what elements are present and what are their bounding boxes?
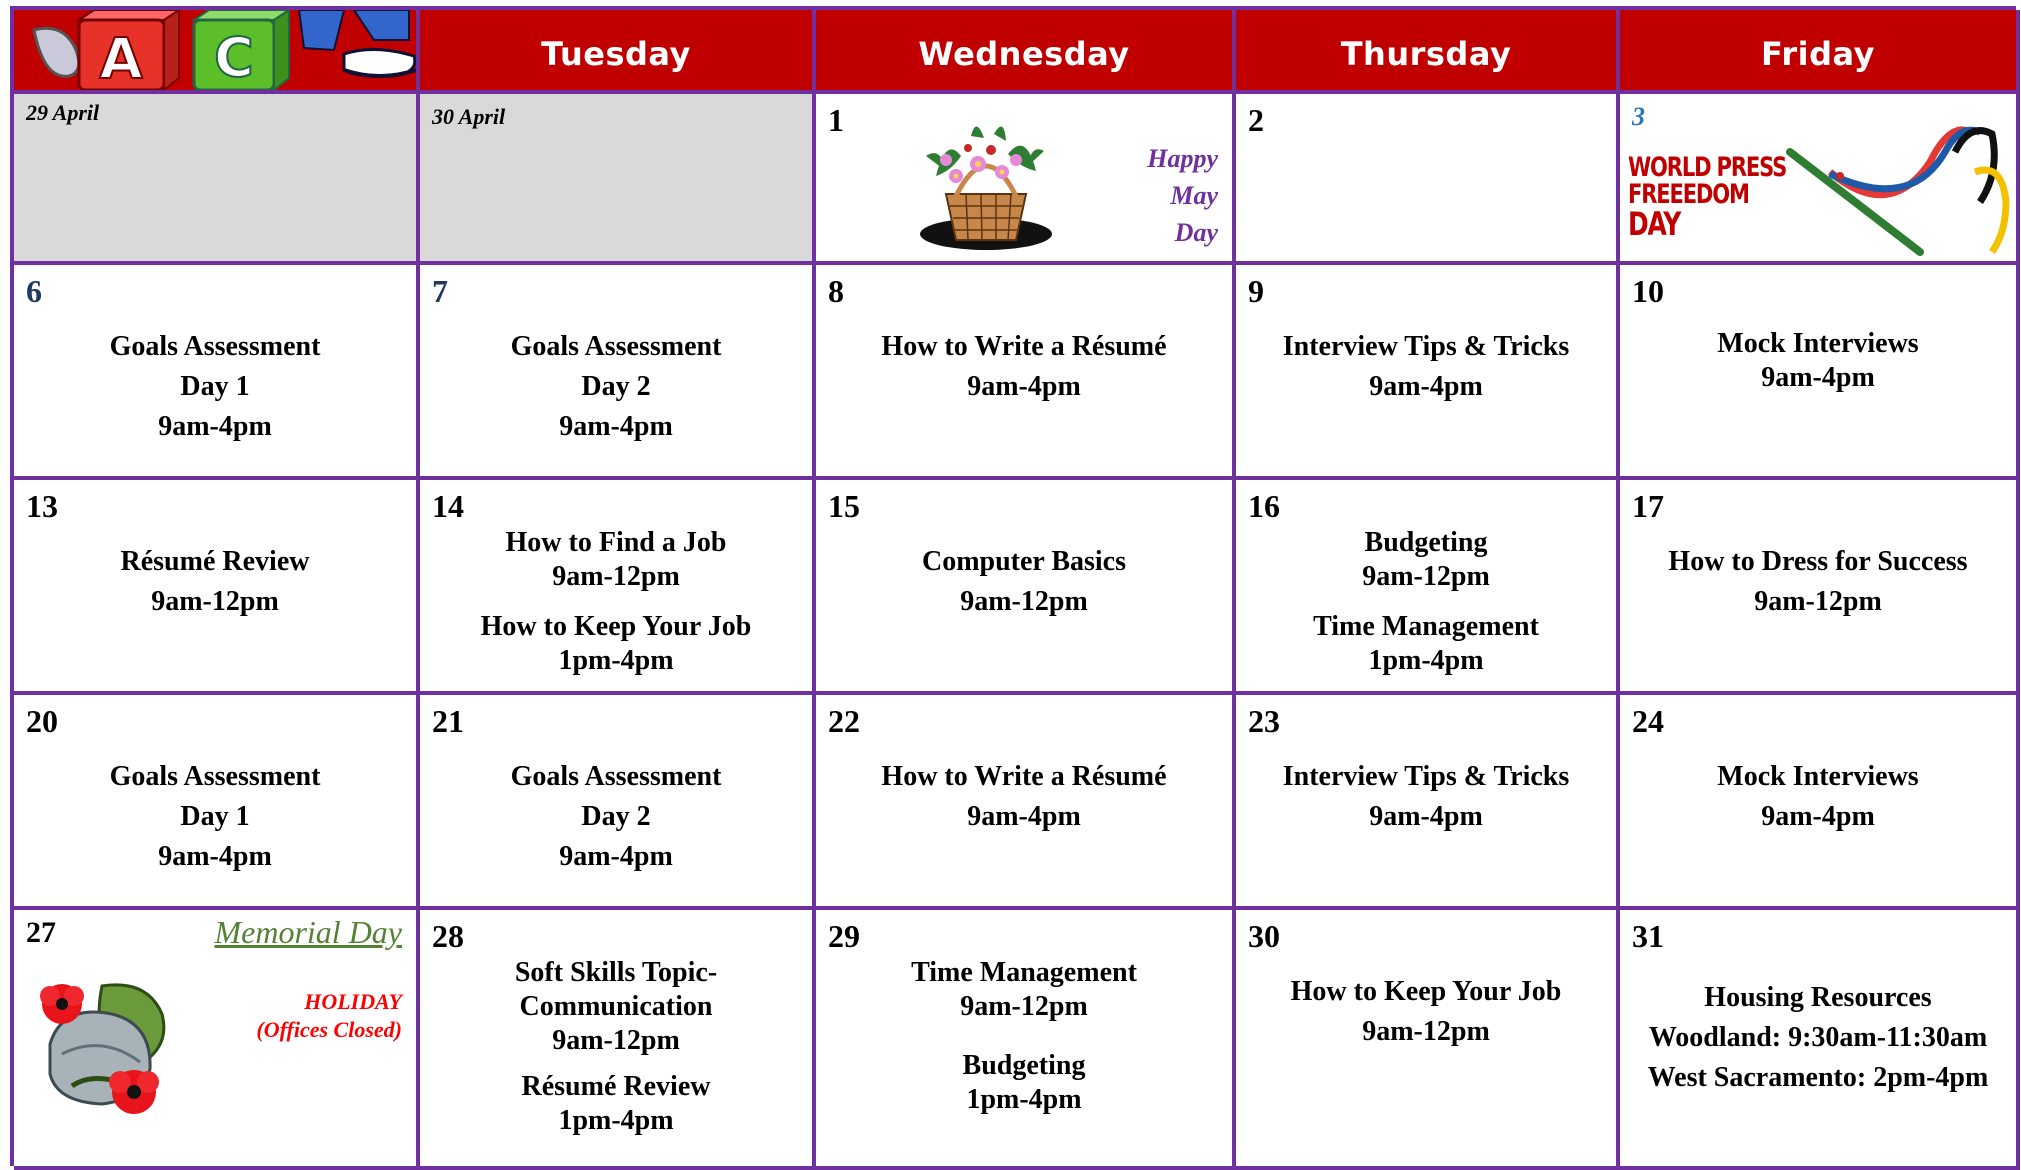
day-cell-may29 [816, 910, 1236, 1170]
day-date: 3 [1632, 102, 1645, 131]
svg-text:A: A [99, 27, 143, 92]
event-time: 9am-12pm [151, 586, 279, 617]
event-title: Soft Skills Topic- [514, 957, 718, 988]
day-date: 21 [432, 703, 464, 739]
event-time: West Sacramento: 2pm-4pm [1647, 1062, 1989, 1093]
event-title: Housing Resources [1704, 982, 1932, 1013]
header-tuesday: Tuesday [420, 10, 816, 94]
svg-text:C: C [214, 26, 254, 89]
logo-line: FREEEDOM [1628, 179, 1749, 210]
note-line: Happy [1147, 144, 1218, 173]
logo-line: DAY [1628, 205, 1681, 243]
day-date: 27 [26, 916, 56, 949]
day-date: 1 [828, 102, 844, 138]
note-line: Day [1174, 218, 1218, 247]
day-cell-may2 [1236, 94, 1620, 265]
event-list [1236, 526, 1616, 678]
event-time: 1pm-4pm [1368, 645, 1484, 676]
event-title: Résumé Review [120, 546, 310, 577]
day-date: 14 [432, 488, 464, 524]
event-list [420, 526, 812, 678]
holiday-line: (Offices Closed) [256, 1017, 402, 1042]
day-date: 16 [1248, 488, 1280, 524]
day-cell-may14 [420, 480, 816, 695]
event-title: How to Find a Job [505, 527, 727, 558]
day-cell-may7 [420, 265, 816, 480]
day-cell-may9 [1236, 265, 1620, 480]
event-time: 9am-4pm [1761, 801, 1875, 832]
event-time: 9am-4pm [1761, 362, 1875, 393]
day-cell-may20 [14, 695, 420, 910]
event-title: Mock Interviews [1717, 328, 1919, 359]
event-time: 9am-4pm [967, 801, 1081, 832]
event-title: How to Write a Résumé [881, 331, 1167, 362]
event-title: Goals Assessment [510, 761, 722, 792]
event-list [816, 757, 1232, 837]
event-list [1236, 757, 1616, 837]
day-date: 9 [1248, 273, 1264, 309]
day-date: 29 April [26, 100, 100, 125]
event-time: 9am-12pm [960, 586, 1088, 617]
event-list [816, 327, 1232, 407]
event-title: Goals Assessment [109, 331, 321, 362]
day-cell-may23 [1236, 695, 1620, 910]
event-list [14, 757, 416, 877]
event-title: Computer Basics [921, 546, 1127, 577]
event-subtitle: Day 1 [180, 801, 250, 832]
event-title: Interview Tips & Tricks [1282, 761, 1570, 792]
event-list [1620, 757, 2016, 837]
event-title: Mock Interviews [1717, 761, 1919, 792]
event-list [1236, 327, 1616, 407]
day-cell-may28 [420, 910, 816, 1170]
day-date: 13 [26, 488, 58, 524]
event-title: How to Keep Your Job [480, 611, 752, 642]
day-cell-may15 [816, 480, 1236, 695]
memorial-day-title: Memorial Day [214, 914, 402, 950]
event-time: 9am-12pm [552, 1025, 680, 1056]
holiday-note [256, 988, 402, 1044]
event-time: 9am-12pm [552, 561, 680, 592]
event-time: 1pm-4pm [966, 1084, 1082, 1115]
event-title: Budgeting [962, 1050, 1086, 1081]
day-date: 28 [432, 918, 464, 954]
header-friday: Friday [1620, 10, 2020, 94]
poppy-helmet-icon [32, 974, 182, 1124]
event-list [1620, 978, 2016, 1098]
event-time: 9am-4pm [1369, 801, 1483, 832]
event-time: 9am-4pm [158, 411, 272, 442]
event-time: 9am-4pm [158, 841, 272, 872]
logo-line: WORLD PRESS [1628, 152, 1787, 183]
day-date: 20 [26, 703, 58, 739]
event-time: 9am-12pm [1362, 1016, 1490, 1047]
event-subtitle: Day 2 [581, 371, 651, 402]
event-subtitle: Day 2 [581, 801, 651, 832]
event-title: Time Management [911, 957, 1137, 988]
event-time: 9am-12pm [1754, 586, 1882, 617]
day-date: 30 April [432, 104, 506, 129]
day-cell-may30 [1236, 910, 1620, 1170]
event-list [14, 327, 416, 447]
header-clipart-cell [14, 10, 420, 94]
dove-ribbon-icon [1770, 112, 2014, 258]
event-list [1620, 542, 2016, 622]
day-date: 23 [1248, 703, 1280, 739]
day-date: 7 [432, 273, 448, 309]
calendar-grid [10, 6, 2016, 1166]
day-date: 6 [26, 273, 42, 309]
event-list [420, 327, 812, 447]
day-cell-may10 [1620, 265, 2020, 480]
day-date: 29 [828, 918, 860, 954]
may-day-note [1147, 140, 1218, 251]
day-date: 22 [828, 703, 860, 739]
event-subtitle: Day 1 [180, 371, 250, 402]
event-time: 9am-4pm [1369, 371, 1483, 402]
day-cell-may27 [14, 910, 420, 1170]
world-press-freedom-day-logo [1628, 152, 1787, 243]
event-time: 1pm-4pm [558, 645, 674, 676]
day-cell-apr29 [14, 94, 420, 265]
day-cell-may1 [816, 94, 1236, 265]
event-title: Résumé Review [521, 1071, 711, 1102]
day-cell-may17 [1620, 480, 2020, 695]
event-time: Woodland: 9:30am-11:30am [1648, 1022, 1988, 1053]
holiday-line: HOLIDAY [304, 989, 402, 1014]
day-cell-may16 [1236, 480, 1620, 695]
event-title: How to Dress for Success [1668, 546, 1968, 577]
event-list [1620, 327, 2016, 395]
day-cell-may6 [14, 265, 420, 480]
event-list [816, 956, 1232, 1117]
event-title: Interview Tips & Tricks [1282, 331, 1570, 362]
day-cell-may24 [1620, 695, 2020, 910]
day-date: 30 [1248, 918, 1280, 954]
day-cell-may22 [816, 695, 1236, 910]
event-title: How to Write a Résumé [881, 761, 1167, 792]
event-list [1236, 972, 1616, 1052]
event-title: Time Management [1313, 611, 1539, 642]
event-time: 9am-4pm [559, 841, 673, 872]
day-cell-may21 [420, 695, 816, 910]
event-title: Communication [519, 991, 713, 1022]
day-date: 8 [828, 273, 844, 309]
header-wednesday: Wednesday [816, 10, 1236, 94]
event-list [816, 542, 1232, 622]
day-date: 31 [1632, 918, 1664, 954]
event-list [420, 757, 812, 877]
event-list [420, 956, 812, 1138]
day-date: 2 [1248, 102, 1264, 138]
day-cell-may31 [1620, 910, 2020, 1170]
event-title: How to Keep Your Job [1290, 976, 1562, 1007]
event-time: 9am-12pm [960, 991, 1088, 1022]
event-time: 9am-12pm [1362, 561, 1490, 592]
day-date: 10 [1632, 273, 1664, 309]
event-title: Goals Assessment [109, 761, 321, 792]
day-cell-apr30 [420, 94, 816, 265]
event-time: 1pm-4pm [558, 1105, 674, 1136]
day-date: 17 [1632, 488, 1664, 524]
event-title: Budgeting [1364, 527, 1488, 558]
note-line: May [1170, 181, 1218, 210]
day-date: 15 [828, 488, 860, 524]
event-time: 9am-4pm [967, 371, 1081, 402]
day-cell-may3 [1620, 94, 2020, 265]
abc-blocks-icon [14, 10, 420, 94]
day-cell-may8 [816, 265, 1236, 480]
header-thursday: Thursday [1236, 10, 1620, 94]
event-list [14, 542, 416, 622]
day-date: 24 [1632, 703, 1664, 739]
day-cell-may13 [14, 480, 420, 695]
event-title: Goals Assessment [510, 331, 722, 362]
flower-basket-icon [916, 116, 1056, 251]
event-time: 9am-4pm [559, 411, 673, 442]
